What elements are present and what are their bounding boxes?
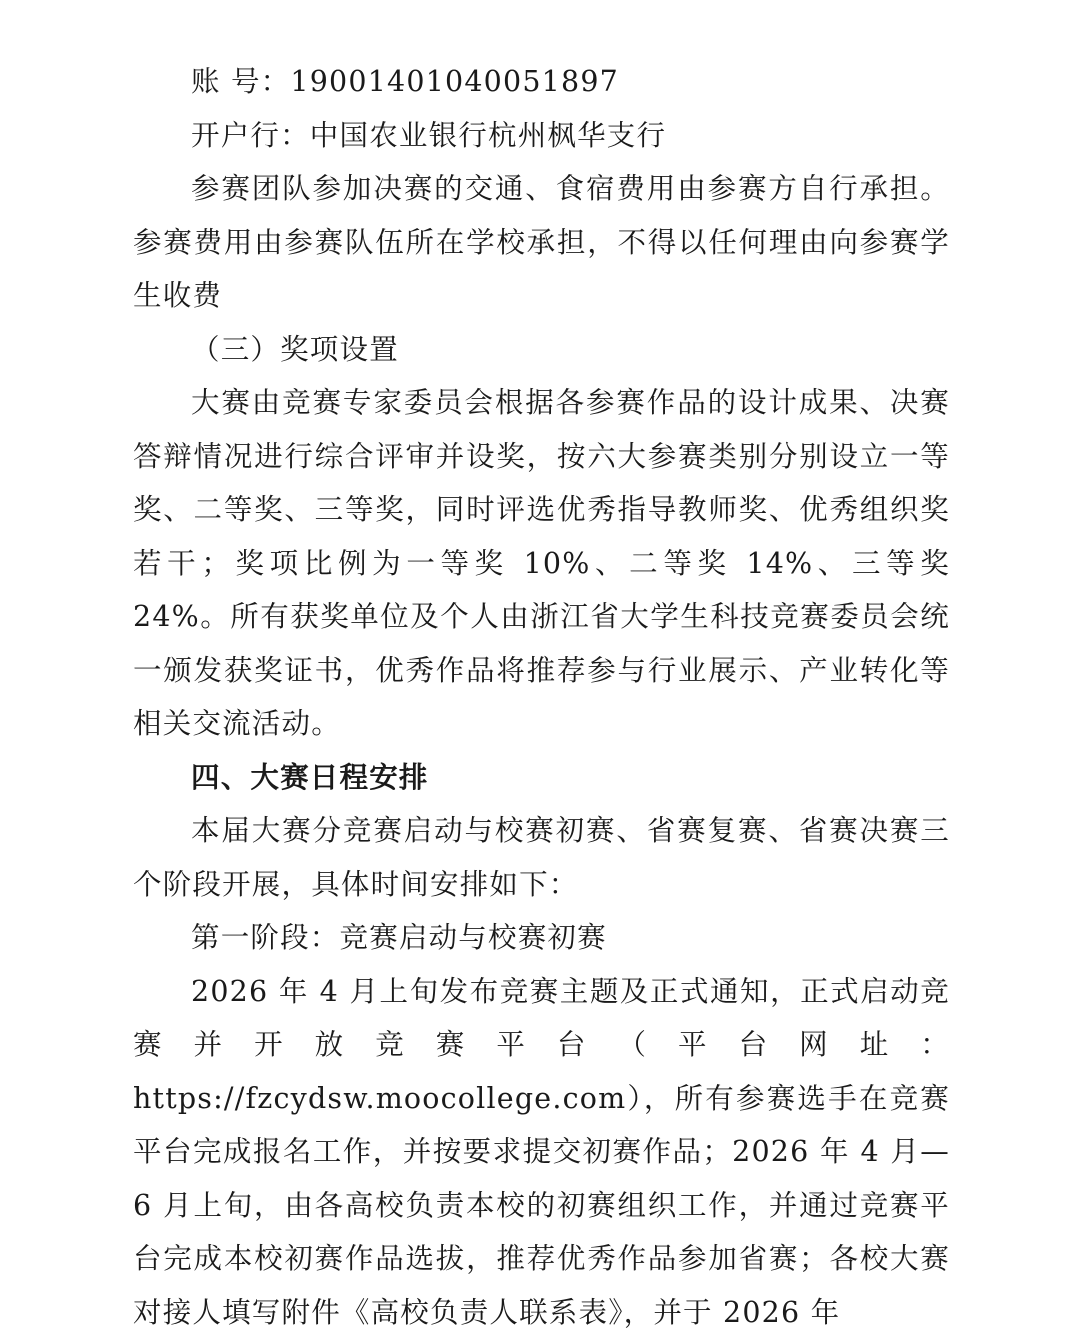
stage1-heading: 第一阶段：竞赛启动与校赛初赛	[133, 911, 950, 965]
bank-line: 开户行：中国农业银行杭州枫华支行	[133, 109, 950, 163]
awards-heading: （三）奖项设置	[133, 323, 950, 377]
fees-paragraph: 参赛团队参加决赛的交通、食宿费用由参赛方自行承担。参赛费用由参赛队伍所在学校承担，不得以任何理由向参赛学生收费	[133, 162, 950, 323]
schedule-intro-paragraph: 本届大赛分竞赛启动与校赛初赛、省赛复赛、省赛决赛三个阶段开展，具体时间安排如下：	[133, 804, 950, 911]
account-line: 账 号：19001401040051897	[133, 55, 950, 109]
awards-paragraph: 大赛由竞赛专家委员会根据各参赛作品的设计成果、决赛答辩情况进行综合评审并设奖，按六大参赛类别分别设立一等奖、二等奖、三等奖，同时评选优秀指导教师奖、优秀组织奖若干；奖项比例为一等奖 10%、二等奖 14%、三等奖 24%。所有获奖单位及个人由浙江省大学生科技竞赛委员会统一颁发获奖证书，优秀作品将推荐参与行业展示、产业转化等相关交流活动。	[133, 376, 950, 751]
stage1-paragraph: 2026 年 4 月上旬发布竞赛主题及正式通知，正式启动竞赛并开放竞赛平台（平台网址：https://fzcydsw.moocollege.com），所有参赛选手在竞赛平台完成报名工作，并按要求提交初赛作品；2026 年 4 月—6 月上旬，由各高校负责本校的初赛组织工作，并通过竞赛平台完成本校初赛作品选拔，推荐优秀作品参加省赛；各校大赛对接人填写附件《高校负责人联系表》，并于 2026 年	[133, 965, 950, 1339]
schedule-heading: 四、大赛日程安排	[133, 751, 950, 805]
